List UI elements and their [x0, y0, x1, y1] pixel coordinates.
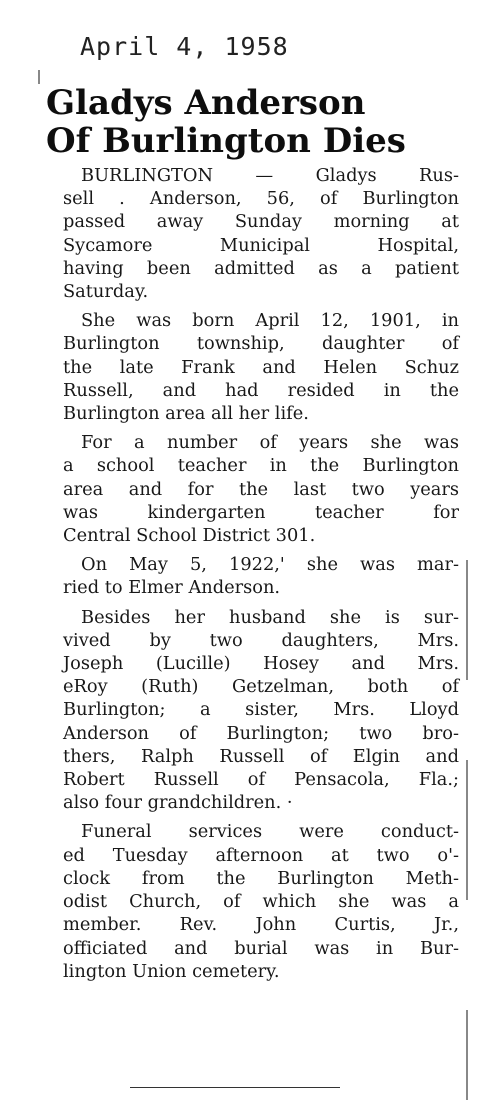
text-line: Burlington; a sister, Mrs. Lloyd: [63, 699, 459, 721]
text-line: Central School District 301.: [63, 525, 316, 547]
text-line: member. Rev. John Curtis, Jr.,: [63, 914, 459, 936]
text-line: the late Frank and Helen Schuz: [63, 356, 459, 378]
text-line: clock from the Burlington Meth-: [63, 867, 459, 889]
text-line: Burlington township, daughter of: [63, 333, 459, 355]
text-line: area and for the last two years: [63, 478, 459, 500]
text-line: eRoy (Ruth) Getzelman, both of: [63, 676, 459, 698]
text-line: Joseph (Lucille) Hosey and Mrs.: [63, 653, 459, 675]
paragraph: [63, 606, 459, 815]
text-line: Besides her husband she is sur-: [81, 606, 459, 628]
headline-line: Gladys Anderson: [46, 83, 366, 123]
text-line: Sycamore Municipal Hospital,: [63, 234, 459, 256]
text-line: For a number of years she was: [81, 432, 459, 454]
text-line: sell . Anderson, 56, of Burlington: [63, 188, 459, 210]
text-line: lington Union cemetery.: [63, 960, 280, 982]
clipping-date: April 4, 1958: [80, 32, 289, 61]
text-line: passed away Sunday morning at: [63, 211, 459, 233]
text-line: was kindergarten teacher for: [63, 501, 459, 523]
paragraph: [63, 164, 459, 303]
text-line: On May 5, 1922,' she was mar-: [81, 554, 459, 576]
text-line: Robert Russell of Pensacola, Fla.;: [63, 769, 459, 791]
headline-line: Of Burlington Dies: [46, 121, 406, 161]
text-line: Saturday.: [63, 281, 149, 303]
text-line: also four grandchildren. ·: [63, 792, 293, 814]
text-line: Anderson of Burlington; two bro-: [63, 722, 459, 744]
text-line: a school teacher in the Burlington: [63, 455, 459, 477]
clipping-edge-mark: [38, 70, 40, 84]
paragraph: [63, 431, 459, 547]
text-line: ried to Elmer Anderson.: [63, 577, 281, 599]
headline: [46, 84, 406, 160]
text-line: odist Church, of which she was a: [63, 891, 459, 913]
text-line: She was born April 12, 1901, in: [81, 310, 459, 332]
text-line: Russell, and had resided in the: [63, 379, 459, 401]
closing-rule: [130, 1087, 340, 1088]
text-line: Funeral services were conduct-: [81, 821, 459, 843]
paragraph: [63, 309, 459, 425]
text-line: ed Tuesday afternoon at two o'-: [63, 844, 459, 866]
clipping-edge-mark: [466, 560, 468, 680]
text-line: Burlington area all her life.: [63, 403, 309, 425]
text-line: having been admitted as a patient: [63, 257, 459, 279]
text-line: vived by two daughters, Mrs.: [63, 629, 459, 651]
paragraph: [63, 820, 459, 982]
text-line: officiated and burial was in Bur-: [63, 937, 459, 959]
text-line: BURLINGTON — Gladys Rus-: [81, 165, 459, 186]
text-line: thers, Ralph Russell of Elgin and: [63, 745, 459, 767]
article-body: [63, 164, 459, 989]
clipping-edge-mark: [466, 1010, 468, 1100]
paragraph: [63, 553, 459, 599]
clipping-edge-mark: [466, 760, 468, 900]
